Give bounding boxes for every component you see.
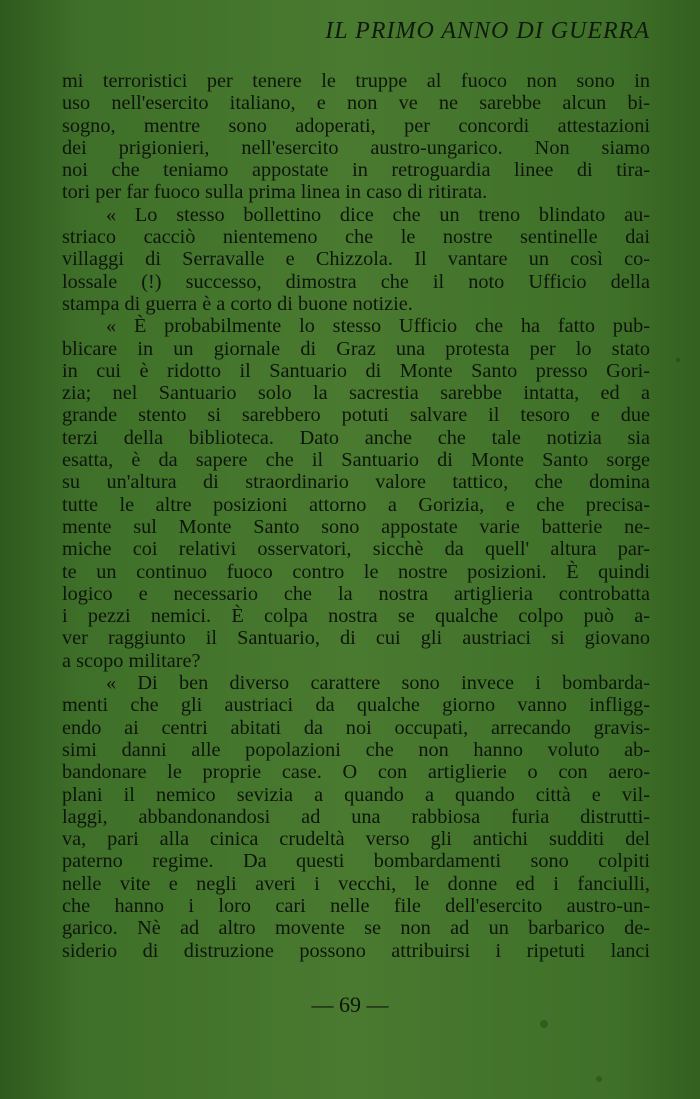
text-line: tutte le altre posizioni attorno a Gorizia, e che precisa-: [62, 493, 650, 516]
text-line: ver raggiunto il Santuario, di cui gli austriaci si giovano: [62, 627, 650, 650]
paragraph: [62, 70, 650, 204]
text-line: menti che gli austriaci da qualche giorno vanno infligg-: [62, 694, 650, 717]
text-line: te un continuo fuoco contro le nostre posizioni. È quindi: [62, 560, 650, 583]
text-line: bandonare le proprie case. O con artiglierie o con aero-: [62, 761, 650, 784]
text-line: noi che teniamo appostate in retroguardia linee di tira-: [62, 159, 650, 182]
text-line: nelle vite e negli averi i vecchi, le donne ed i fanciulli,: [62, 872, 650, 895]
text-line: « Di ben diverso carattere sono invece i bombarda-: [106, 672, 650, 695]
text-line: grande stento si sarebbero potuti salvare il tesoro e due: [62, 404, 650, 427]
text-line: mente sul Monte Santo sono appostate varie batterie ne-: [62, 515, 650, 538]
text-line: siderio di distruzione possono attribuirsi i ripetuti lanci: [62, 939, 650, 962]
body-text: [62, 70, 650, 962]
text-line: endo ai centri abitati da noi occupati, arrecando gravis-: [62, 716, 650, 739]
page-number: — 69 —: [311, 992, 389, 1017]
text-line: i pezzi nemici. È colpa nostra se qualche colpo può a-: [62, 605, 650, 628]
text-line: mi terroristici per tenere le truppe al fuoco non sono in: [62, 70, 650, 92]
text-line: tori per far fuoco sulla prima linea in caso di ritirata.: [62, 181, 488, 204]
text-line: miche coi relativi osservatori, sicchè da quell' altura par-: [62, 538, 650, 561]
paper-stain: [540, 1020, 548, 1028]
text-line: « Lo stesso bollettino dice che un treno blindato au-: [106, 203, 650, 226]
paragraph: [62, 204, 650, 315]
text-line: striaco cacciò nientemeno che le nostre sentinelle dai: [62, 226, 650, 249]
paragraph: [62, 315, 650, 672]
text-line: lossale (!) successo, dimostra che il noto Ufficio della: [62, 270, 650, 293]
text-line: a scopo militare?: [62, 649, 201, 672]
text-line: che hanno i loro cari nelle file dell'esercito austro-un-: [62, 894, 650, 917]
text-line: stampa di guerra è a corto di buone notizie.: [62, 292, 413, 315]
text-line: blicare in un giornale di Graz una protesta per lo stato: [62, 337, 650, 360]
text-line: logico e necessario che la nostra artiglieria controbatta: [62, 582, 650, 605]
text-line: plani il nemico sevizia a quando a quando città e vil-: [62, 783, 650, 806]
text-line: va, pari alla cinica crudeltà verso gli antichi sudditi del: [62, 828, 650, 851]
text-line: terzi della biblioteca. Dato anche che tale notizia sia: [62, 426, 650, 449]
text-line: « È probabilmente lo stesso Ufficio che ha fatto pub-: [106, 315, 650, 338]
text-line: zia; nel Santuario solo la sacrestia sarebbe intatta, ed a: [62, 382, 650, 405]
paragraph: [62, 672, 650, 962]
text-line: esatta, è da sapere che il Santuario di Monte Santo sorge: [62, 449, 650, 472]
text-line: dei prigionieri, nell'esercito austro-ungarico. Non siamo: [62, 136, 650, 159]
paper-stain: [596, 1076, 602, 1082]
text-line: villaggi di Serravalle e Chizzola. Il vantare un così co-: [62, 248, 650, 271]
text-line: paterno regime. Da questi bombardamenti sono colpiti: [62, 850, 650, 873]
text-line: su un'altura di straordinario valore tattico, che domina: [62, 471, 650, 494]
paper-stain: [676, 358, 680, 362]
running-header: IL PRIMO ANNO DI GUERRA: [325, 18, 650, 44]
text-line: sogno, mentre sono adoperati, per concordi attestazioni: [62, 114, 650, 137]
text-line: in cui è ridotto il Santuario di Monte Santo presso Gori-: [62, 359, 650, 382]
text-line: garico. Nè ad altro movente se non ad un barbarico de-: [62, 917, 650, 940]
text-line: laggi, abbandonandosi ad una rabbiosa furia distrutti-: [62, 805, 650, 828]
text-line: simi danni alle popolazioni che non hanno voluto ab-: [62, 738, 650, 761]
text-line: uso nell'esercito italiano, e non ve ne sarebbe alcun bi-: [62, 92, 650, 115]
